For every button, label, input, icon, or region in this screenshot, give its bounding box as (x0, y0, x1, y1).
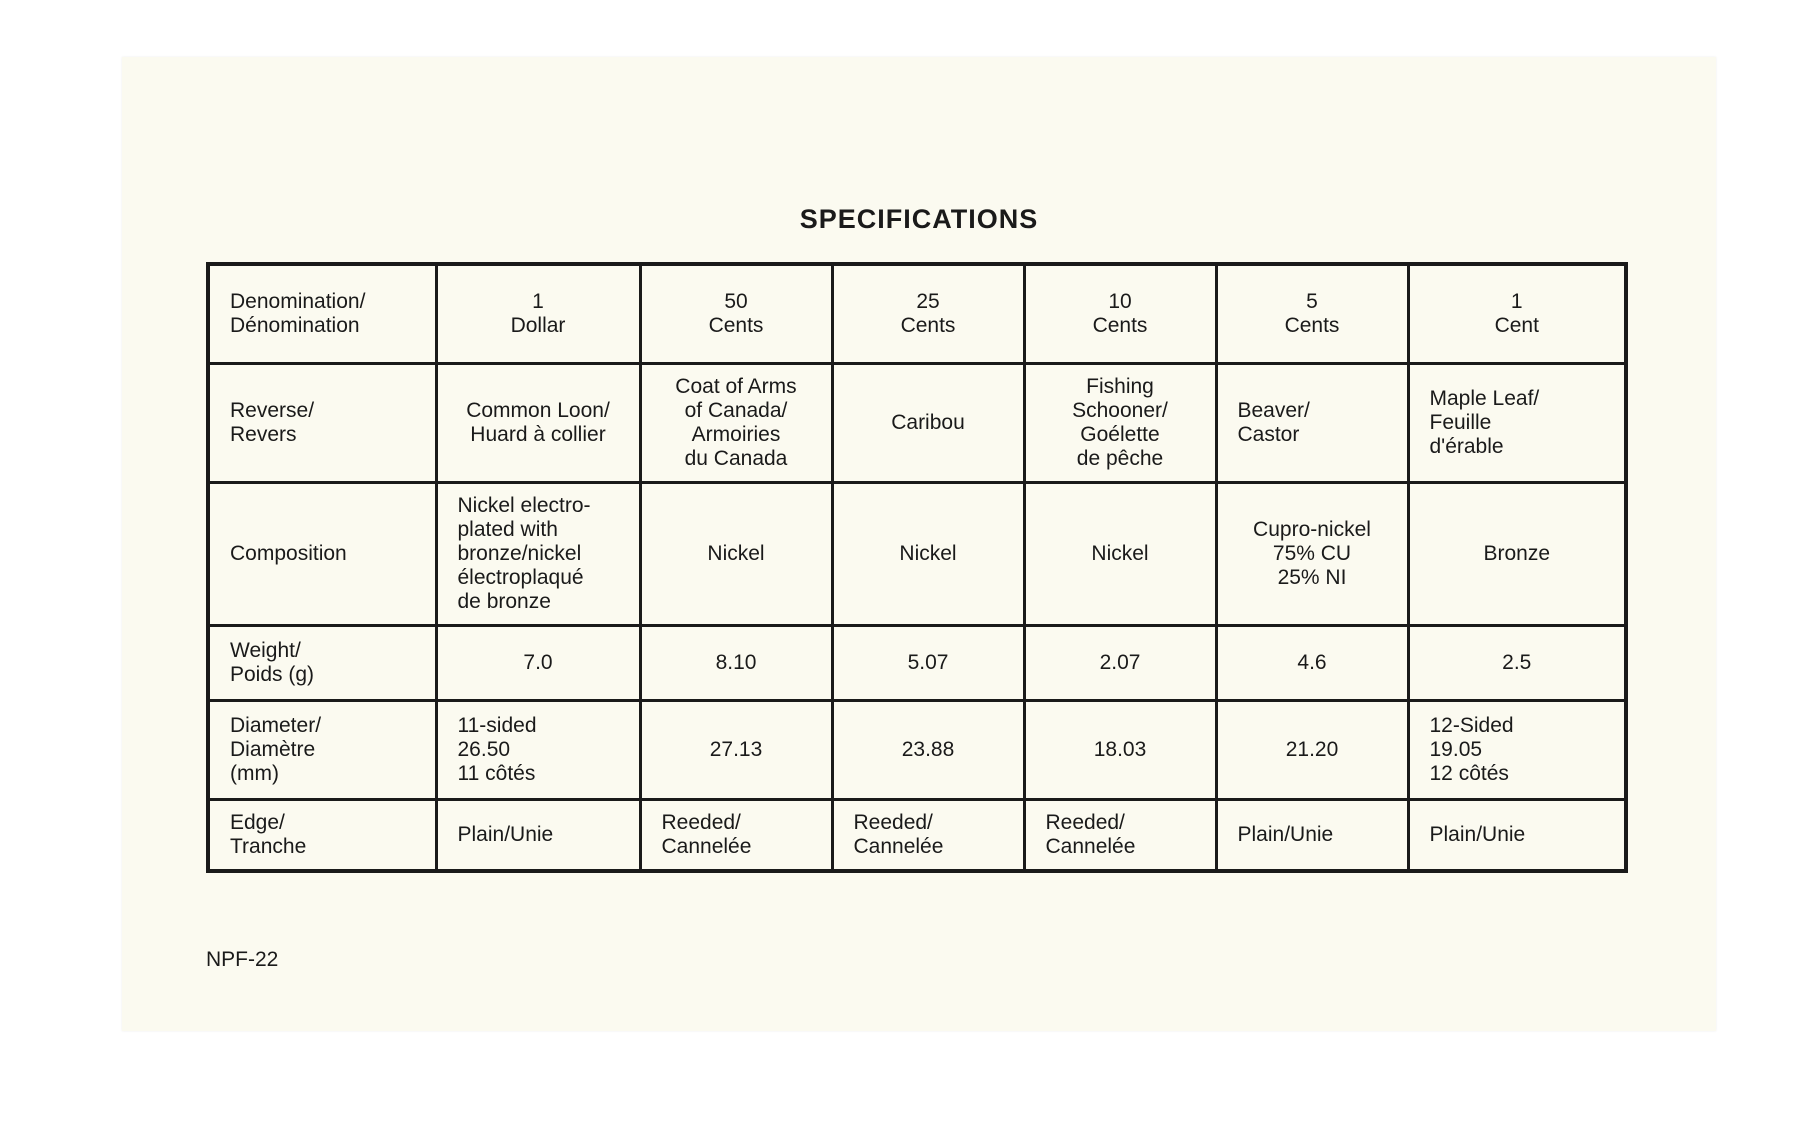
table-cell: 11-sided 26.50 11 côtés (436, 701, 640, 800)
table-cell: 18.03 (1024, 701, 1216, 800)
table-cell: Plain/Unie (1408, 800, 1626, 872)
table-cell: Caribou (832, 364, 1024, 483)
row-header: Composition (208, 483, 436, 626)
table-cell: Common Loon/ Huard à collier (436, 364, 640, 483)
table-cell: Reeded/ Cannelée (832, 800, 1024, 872)
table-cell: 25 Cents (832, 264, 1024, 364)
table-cell: Nickel electro- plated with bronze/nickel électroplaqué de bronze (436, 483, 640, 626)
table-cell: 5 Cents (1216, 264, 1408, 364)
table-row-composition (208, 483, 1626, 626)
table-cell: Reeded/ Cannelée (1024, 800, 1216, 872)
table-row-weight (208, 626, 1626, 701)
row-header: Denomination/ Dénomination (208, 264, 436, 364)
table-row-reverse (208, 364, 1626, 483)
table-row-edge (208, 800, 1626, 872)
table-cell: 27.13 (640, 701, 832, 800)
table-cell: Maple Leaf/ Feuille d'érable (1408, 364, 1626, 483)
page-title: SPECIFICATIONS (799, 204, 1039, 234)
table-cell: Bronze (1408, 483, 1626, 626)
table-cell: 2.07 (1024, 626, 1216, 701)
table-cell: Nickel (1024, 483, 1216, 626)
table-cell: 1 Cent (1408, 264, 1626, 364)
table-cell: Cupro-nickel 75% CU 25% NI (1216, 483, 1408, 626)
document-code: NPF-22 (206, 948, 279, 971)
table-row-denomination (208, 264, 1626, 364)
table-cell: Beaver/ Castor (1216, 364, 1408, 483)
table-cell: Reeded/ Cannelée (640, 800, 832, 872)
table-cell: 10 Cents (1024, 264, 1216, 364)
row-header: Reverse/ Revers (208, 364, 436, 483)
table-cell: 7.0 (436, 626, 640, 701)
table-cell: 2.5 (1408, 626, 1626, 701)
table-cell: 12-Sided 19.05 12 côtés (1408, 701, 1626, 800)
table-row-diameter (208, 701, 1626, 800)
table-cell: 4.6 (1216, 626, 1408, 701)
table-cell: Fishing Schooner/ Goélette de pêche (1024, 364, 1216, 483)
table-cell: Plain/Unie (1216, 800, 1408, 872)
table-cell: Plain/Unie (436, 800, 640, 872)
table-cell: 23.88 (832, 701, 1024, 800)
table-cell: 1 Dollar (436, 264, 640, 364)
table-cell: Nickel (640, 483, 832, 626)
specifications-table (206, 262, 1628, 873)
row-header: Weight/ Poids (g) (208, 626, 436, 701)
table-cell: Coat of Arms of Canada/ Armoiries du Canada (640, 364, 832, 483)
table-cell: 8.10 (640, 626, 832, 701)
table-cell: Nickel (832, 483, 1024, 626)
table-cell: 5.07 (832, 626, 1024, 701)
row-header: Edge/ Tranche (208, 800, 436, 872)
table-cell: 21.20 (1216, 701, 1408, 800)
specification-card (122, 57, 1716, 1031)
row-header: Diameter/ Diamètre (mm) (208, 701, 436, 800)
table-cell: 50 Cents (640, 264, 832, 364)
